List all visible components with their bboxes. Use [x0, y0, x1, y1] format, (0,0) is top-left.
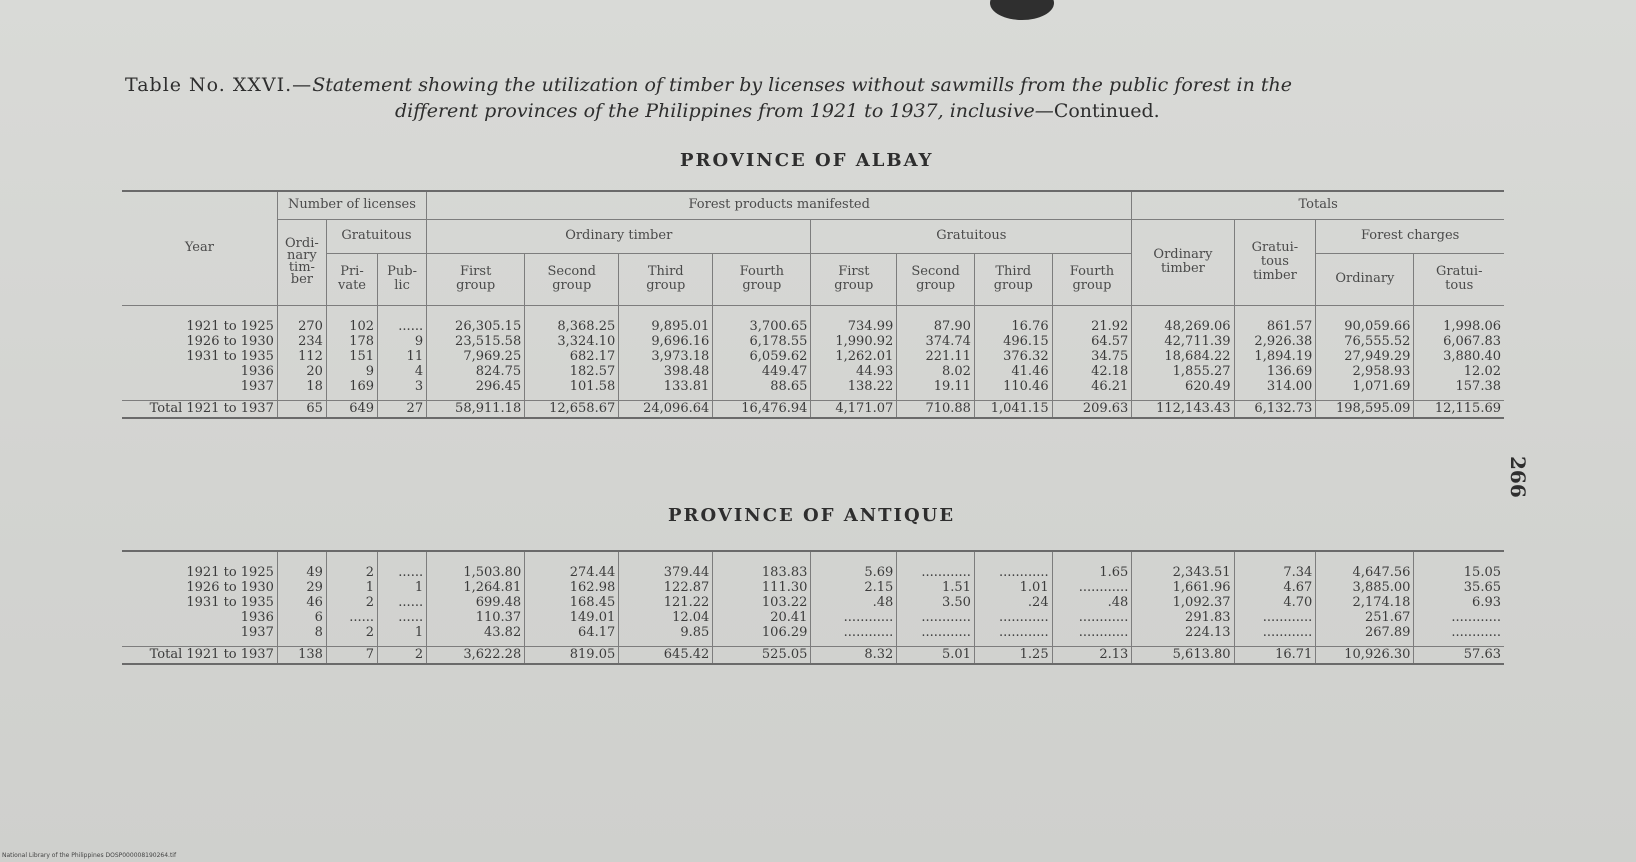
grat-first-group-header: First group — [811, 253, 897, 305]
data-cell: 49 29 46 6 8 — [277, 565, 326, 647]
total-cell: 57.63 — [1414, 647, 1504, 665]
antique-table — [122, 550, 1504, 665]
charges-ordinary-header: Ordinary — [1316, 253, 1414, 305]
total-cell: 138 — [277, 647, 326, 665]
data-cell: ...... 9 11 4 3 — [378, 319, 427, 401]
data-cell: 48,269.06 42,711.39 18,684.22 1,855.27 620.49 — [1132, 319, 1234, 401]
ord-fourth-group-header: Fourth group — [713, 253, 811, 305]
total-cell: 16.71 — [1234, 647, 1316, 665]
total-cell: 8.32 — [811, 647, 897, 665]
year-cell: 1921 to 1925 1926 to 1930 1931 to 1935 1936 1937 — [186, 565, 274, 640]
total-cell: 645.42 — [619, 647, 713, 665]
total-cell: 27 — [378, 401, 427, 419]
forest-products-header: Forest products manifested — [427, 191, 1132, 219]
data-cell: 1.65 ............ .48 ............ ............ — [1052, 565, 1132, 647]
gratuitous-licenses-header: Gratuitous — [326, 219, 426, 253]
data-cell: 861.57 2,926.38 1,894.19 136.69 314.00 — [1234, 319, 1316, 401]
data-cell: 1,503.80 1,264.81 699.48 110.37 43.82 — [427, 565, 525, 647]
data-cell: 21.92 64.57 34.75 42.18 46.21 — [1052, 319, 1132, 401]
charges-gratuitous-header: Gratui- tous — [1414, 253, 1504, 305]
total-cell: 10,926.30 — [1316, 647, 1414, 665]
grat-third-group-header: Third group — [974, 253, 1052, 305]
total-cell: 24,096.64 — [619, 401, 713, 419]
data-cell: ............ 1.01 .24 ............ ............ — [974, 565, 1052, 647]
data-cell: 4,647.56 3,885.00 2,174.18 251.67 267.89 — [1316, 565, 1414, 647]
total-cell: 5,613.80 — [1132, 647, 1234, 665]
total-label: Total 1921 to 1937 — [149, 401, 274, 416]
table-row — [122, 565, 1504, 647]
albay-table — [122, 190, 1504, 419]
total-cell: 6,132.73 — [1234, 401, 1316, 419]
data-cell: 274.44 162.98 168.45 149.01 64.17 — [525, 565, 619, 647]
total-label: Total 1921 to 1937 — [149, 647, 274, 662]
gratuitous-products-header: Gratuitous — [811, 219, 1132, 253]
total-row — [122, 401, 1504, 419]
total-cell: 198,595.09 — [1316, 401, 1414, 419]
data-cell: ...... 1 ...... ...... 1 — [378, 565, 427, 647]
data-cell: 183.83 111.30 103.22 20.41 106.29 — [713, 565, 811, 647]
data-cell: 379.44 122.87 121.22 12.04 9.85 — [619, 565, 713, 647]
total-cell: 2.13 — [1052, 647, 1132, 665]
albay-title: PROVINCE OF ALBAY — [680, 150, 934, 171]
data-cell: 102 178 151 9 169 — [326, 319, 377, 401]
table-caption — [125, 72, 1525, 124]
scan-footer: National Library of the Philippines DOSP000008190264.tif — [2, 852, 177, 859]
caption-italic-1: Statement showing the utilization of timber by licenses without sawmills from the public forest in the — [312, 74, 1293, 96]
totals-gratuitous-timber-header: Gratui- tous timber — [1234, 219, 1316, 305]
data-cell: 2 1 2 ...... 2 — [326, 565, 377, 647]
ord-first-group-header: First group — [427, 253, 525, 305]
ordinary-timber-header: Ordinary timber — [427, 219, 811, 253]
year-cell: 1921 to 1925 1926 to 1930 1931 to 1935 1936 1937 — [186, 319, 274, 394]
data-cell: ............ 1.51 3.50 ............ ............ — [897, 565, 975, 647]
data-cell: 734.99 1,990.92 1,262.01 44.93 138.22 — [811, 319, 897, 401]
total-cell: 819.05 — [525, 647, 619, 665]
total-cell: 1,041.15 — [974, 401, 1052, 419]
total-cell: 58,911.18 — [427, 401, 525, 419]
total-row — [122, 647, 1504, 665]
grat-fourth-group-header: Fourth group — [1052, 253, 1132, 305]
data-cell: 90,059.66 76,555.52 27,949.29 2,958.93 1,071.69 — [1316, 319, 1414, 401]
total-cell: 65 — [277, 401, 326, 419]
caption-italic-2: different provinces of the Philippines from 1921 to 1937, inclusive— — [395, 100, 1054, 122]
total-cell: 12,115.69 — [1414, 401, 1504, 419]
total-cell: 12,658.67 — [525, 401, 619, 419]
total-cell: 209.63 — [1052, 401, 1132, 419]
total-cell: 5.01 — [897, 647, 975, 665]
total-cell: 649 — [326, 401, 377, 419]
totals-header: Totals — [1132, 191, 1504, 219]
total-cell: 112,143.43 — [1132, 401, 1234, 419]
data-cell: 1,998.06 6,067.83 3,880.40 12.02 157.38 — [1414, 319, 1504, 401]
total-cell: 2 — [378, 647, 427, 665]
caption-lead: Table No. XXVI.— — [125, 74, 313, 96]
year-header: Year — [122, 191, 277, 305]
ordinary-timber-licenses-header: Ordi- nary tim- ber — [277, 219, 326, 305]
total-cell: 7 — [326, 647, 377, 665]
total-cell: 16,476.94 — [713, 401, 811, 419]
data-cell: 270 234 112 20 18 — [277, 319, 326, 401]
total-cell: 1.25 — [974, 647, 1052, 665]
data-cell: 26,305.15 23,515.58 7,969.25 824.75 296.45 — [427, 319, 525, 401]
data-cell: 15.05 35.65 6.93 ............ ............ — [1414, 565, 1504, 647]
data-cell: 16.76 496.15 376.32 41.46 110.46 — [974, 319, 1052, 401]
data-cell: 3,700.65 6,178.55 6,059.62 449.47 88.65 — [713, 319, 811, 401]
data-cell: 87.90 374.74 221.11 8.02 19.11 — [897, 319, 975, 401]
page-number: 266 — [1506, 456, 1530, 498]
ord-second-group-header: Second group — [525, 253, 619, 305]
forest-charges-header: Forest charges — [1316, 219, 1504, 253]
data-cell: 7.34 4.67 4.70 ............ ............ — [1234, 565, 1316, 647]
data-cell: 5.69 2.15 .48 ............ ............ — [811, 565, 897, 647]
private-header: Pri- vate — [326, 253, 377, 305]
ord-third-group-header: Third group — [619, 253, 713, 305]
total-cell: 710.88 — [897, 401, 975, 419]
public-header: Pub- lic — [378, 253, 427, 305]
total-cell: 3,622.28 — [427, 647, 525, 665]
binding-hole — [990, 0, 1054, 20]
total-cell: 4,171.07 — [811, 401, 897, 419]
data-cell: 8,368.25 3,324.10 682.17 182.57 101.58 — [525, 319, 619, 401]
data-cell: 2,343.51 1,661.96 1,092.37 291.83 224.13 — [1132, 565, 1234, 647]
totals-ordinary-timber-header: Ordinary timber — [1132, 219, 1234, 305]
data-cell: 9,895.01 9,696.16 3,973.18 398.48 133.81 — [619, 319, 713, 401]
antique-title: PROVINCE OF ANTIQUE — [668, 505, 956, 526]
table-row — [122, 319, 1504, 401]
total-cell: 525.05 — [713, 647, 811, 665]
number-of-licenses-header: Number of licenses — [277, 191, 426, 219]
grat-second-group-header: Second group — [897, 253, 975, 305]
caption-tail: Continued. — [1053, 100, 1160, 122]
